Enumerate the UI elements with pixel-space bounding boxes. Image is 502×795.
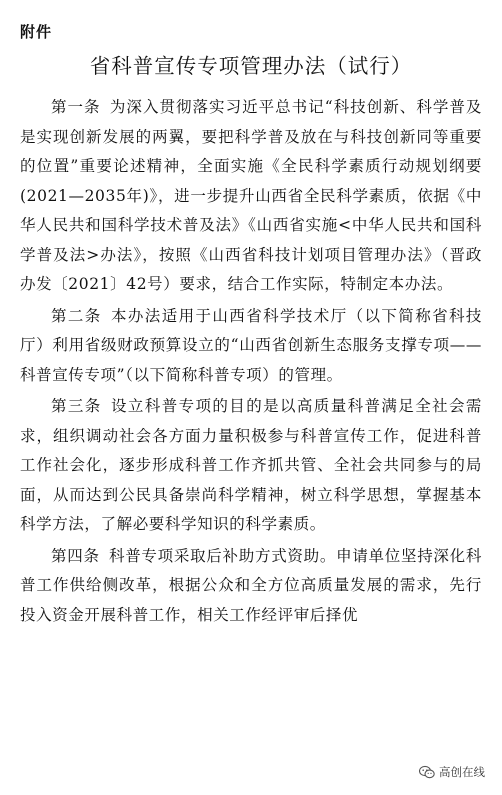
article-text: 科普专项采取后补助方式资助。申请单位坚持深化科普工作供给侧改革，根据公众和全方位高质量发展的需求，先行投入资金开展科普工作，相关工作经评审后择优 xyxy=(20,546,482,624)
attachment-label: 附件 xyxy=(20,23,53,41)
article-number: 第二条 xyxy=(51,306,102,325)
source-watermark xyxy=(416,763,488,781)
article-4 xyxy=(20,542,482,631)
article-2 xyxy=(20,302,482,391)
article-3 xyxy=(20,392,482,540)
article-text: 为深入贯彻落实习近平总书记“科技创新、科学普及是实现创新发展的两翼，要把科学普及放在与科技创新同等重要的位置”重要论述精神，全面实施《全民科学素质行动规划纲要(2021—2035年)》，进一步提升山西省全民科学素质，依据《中华人民共和国科学技术普及法》《山西省实施<中华人民共和国科学普及法>办法》，按照《山西省科技计划项目管理办法》（晋政办发〔2021〕42号）要求，结合工作实际，特制定本办法。 xyxy=(20,98,482,293)
article-number: 第四条 xyxy=(51,546,100,565)
article-number: 第一条 xyxy=(51,98,101,116)
article-text: 本办法适用于山西省科学技术厅（以下简称省科技厅）利用省级财政预算设立的“山西省创新生态服务支撑专项——科普宣传专项”（以下简称科普专项）的管理。 xyxy=(20,306,482,384)
article-number: 第三条 xyxy=(51,397,102,415)
document-title: 省科普宣传专项管理办法（试行） xyxy=(89,54,413,78)
watermark-text: 高创在线 xyxy=(439,765,485,779)
article-1 xyxy=(20,93,482,300)
article-text: 设立科普专项的目的是以高质量科普满足全社会需求，组织调动社会各方面力量积极参与科普宣传工作，促进科普工作社会化，逐步形成科普工作齐抓共管、全社会共同参与的局面，从而达到公民具备崇尚科学精神，树立科学思想，掌握基本科学方法，了解必要科学知识的科学素质。 xyxy=(20,397,482,533)
wechat-icon xyxy=(419,765,435,779)
